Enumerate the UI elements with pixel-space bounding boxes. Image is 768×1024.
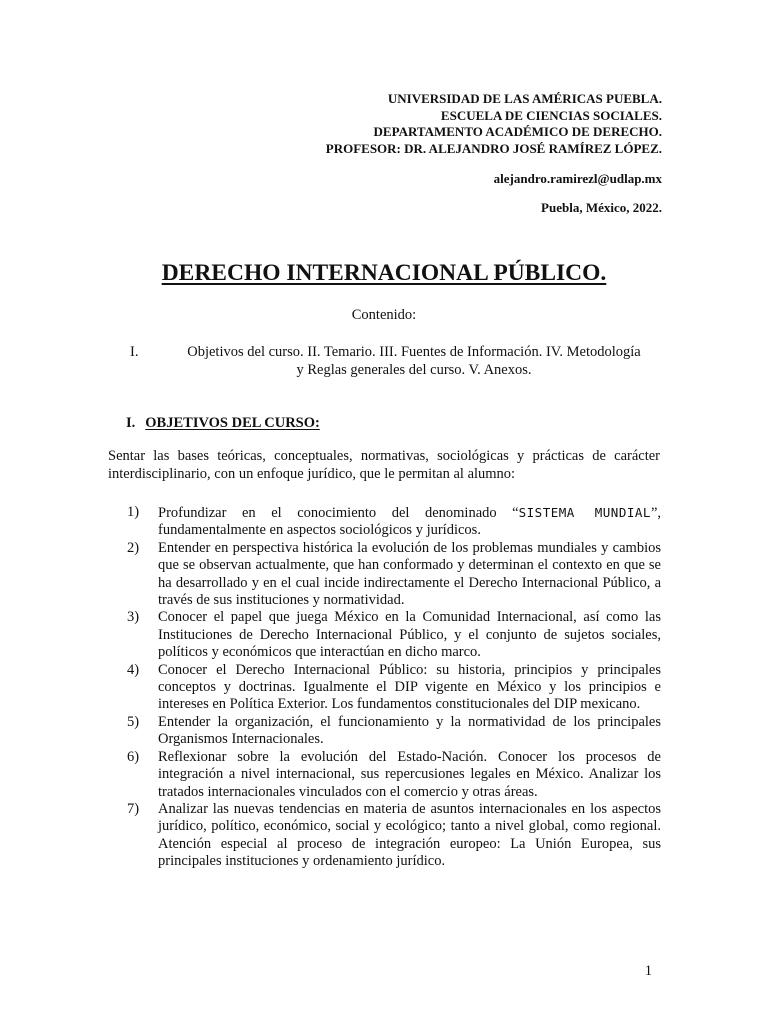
intro-paragraph: Sentar las bases teóricas, conceptuales, normativas, sociológicas y prácticas de carácter interdisciplinario, con un enfoque jurídico, que le permitan al alumno:	[108, 448, 660, 482]
document-title	[0, 258, 768, 288]
objective-text: ”, fundamentalmente en aspectos sociológicos y jurídicos.	[158, 505, 661, 539]
list-item	[127, 801, 661, 871]
list-marker: 6)	[127, 748, 140, 765]
table-of-contents	[130, 343, 670, 379]
professor-name: PROFESOR: DR. ALEJANDRO JOSÉ RAMÍREZ LÓPEZ.	[325, 140, 662, 156]
document-title-text: DERECHO INTERNACIONAL PÚBLICO.	[161, 260, 607, 286]
university-name: UNIVERSIDAD DE LAS AMÉRICAS PUEBLA.	[387, 91, 662, 106]
objective-text: Reflexionar sobre la evolución del Estado-Nación. Conocer los procesos de integración a nivel internacional, sus repercusiones legales en México. Analizar los tratados internacionales vinculados con el comercio y otras áreas.	[158, 748, 661, 800]
contents-label: Contenido:	[351, 307, 417, 323]
list-marker: 4)	[127, 661, 140, 678]
department-name: DEPARTAMENTO ACADÉMICO DE DERECHO.	[373, 124, 662, 139]
list-marker: 3)	[127, 609, 140, 626]
list-marker: 2)	[127, 539, 140, 556]
list-item	[127, 504, 661, 540]
list-item	[127, 609, 661, 661]
section-title: OBJETIVOS DEL CURSO:	[145, 415, 320, 431]
objective-text: Entender en perspectiva histórica la evolución de los problemas mundiales y cambios que se observan actualmente, que han conformado y determinan el contexto en que se ha desarrollado y en el cual incide indirectamente el Derecho Internacional Público, a través de sus instituciones y normatividad.	[158, 539, 661, 609]
document-header	[326, 91, 662, 216]
objective-text: Analizar las nuevas tendencias en materia de asuntos internacionales en los aspectos jurídico, político, económico, social y ecológico; tanto a nivel global, como regional. Atención especial al proceso de integración europeo: La Unión Europea, sus principales instituciones y ordenamiento jurídico.	[158, 800, 661, 870]
objectives-list	[127, 504, 661, 871]
list-marker: 5)	[127, 713, 140, 730]
toc-line-1: Objetivos del curso. II. Temario. III. Fuentes de Información. IV. Metodología	[187, 344, 641, 360]
list-marker: 1)	[127, 504, 140, 520]
objective-text: Entender la organización, el funcionamiento y la normatividad de los principales Organismos Internacionales.	[158, 713, 661, 748]
page-number: 1	[644, 963, 652, 979]
objective-highlight: SISTEMA MUNDIAL	[518, 505, 651, 520]
list-item	[127, 540, 661, 610]
toc-line-2: y Reglas generales del curso. V. Anexos.	[296, 362, 532, 378]
place-date: Puebla, México, 2022.	[541, 199, 662, 215]
objective-text: Conocer el Derecho Internacional Público: su historia, principios y principales conceptos y doctrinas. Igualmente el DIP vigente en México y los principios e intereses en Política Exterior. Los fundamentos constitucionales del DIP mexicano.	[158, 661, 661, 713]
professor-email[interactable]: alejandro.ramirezl@udlap.mx	[493, 171, 662, 186]
objective-text: Profundizar en el conocimiento del denominado “	[158, 505, 519, 521]
toc-number: I.	[130, 344, 139, 360]
objective-text: Conocer el papel que juega México en la Comunidad Internacional, así como las Instituciones de Derecho Internacional Público, y el conjunto de sujetos sociales, políticos y económicos que interactúan en dicho marco.	[158, 609, 661, 661]
list-item	[127, 714, 661, 749]
section-number: I.	[126, 415, 136, 431]
list-item	[127, 662, 661, 714]
list-marker: 7)	[127, 800, 140, 817]
list-item	[127, 749, 661, 801]
school-name: ESCUELA DE CIENCIAS SOCIALES.	[440, 107, 662, 123]
section-heading-objectives	[126, 414, 320, 432]
